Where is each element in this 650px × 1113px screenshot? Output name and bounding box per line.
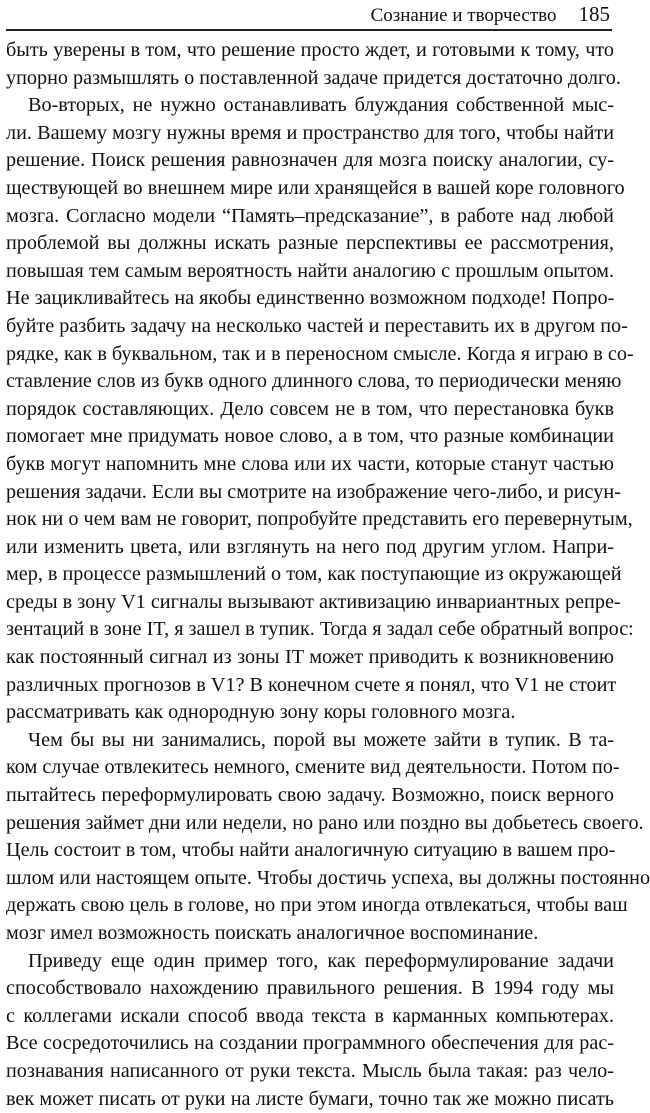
text-line: рядке, как в буквальном, так и в переносном смысле. Когда я играю в со- bbox=[6, 342, 634, 365]
text-line: различных прогнозов в V1? В конечном счете я понял, что V1 не стоит bbox=[6, 673, 617, 696]
section-title: Сознание и творчество bbox=[370, 5, 557, 26]
text-line: упорно размышлять о поставленной задаче придется достаточно долго. bbox=[6, 66, 621, 89]
body-text bbox=[6, 37, 650, 1113]
text-line: шлом или настоящем опыте. Чтобы достичь успеха, вы должны постоянно bbox=[6, 866, 650, 889]
text-line: букв могут напомнить мне слова или их части, которые станут частью bbox=[6, 452, 614, 475]
text-line: познавания написанного от руки текста. Мысль была такая: раз чело- bbox=[6, 1059, 614, 1082]
text-line: буйте разбить задачу на несколько частей и переставить их в другом по- bbox=[6, 314, 628, 337]
text-line: век может писать от руки на листе бумаги, точно так же можно писать bbox=[6, 1087, 614, 1110]
text-line: быть уверены в том, что решение просто ждет, и готовыми к тому, что bbox=[6, 39, 614, 61]
text-line: порядок составляющих. Дело совсем не в том, что перестановка букв bbox=[6, 397, 614, 420]
text-line: или изменить цвета, или взглянуть на него под другим углом. Напри- bbox=[6, 535, 614, 558]
running-head bbox=[371, 2, 610, 27]
text-line: повышая тем самым вероятность найти аналогию с прошлым опытом. bbox=[6, 259, 614, 282]
text-line: Не зацикливайтесь на якобы единственно возможном подходе! Попро- bbox=[6, 287, 615, 310]
text-line: способствовало нахождению правильного решения. В 1994 году мы bbox=[6, 977, 614, 1000]
header-rule bbox=[6, 29, 612, 31]
text-line: помогает мне придумать новое слово, а в том, что разные комбинации bbox=[6, 425, 614, 448]
text-line: Цель состоит в том, чтобы найти аналогичную ситуацию в вашем про- bbox=[6, 839, 616, 862]
text-line: Во-вторых, не нужно останавливать блуждания собственной мыс- bbox=[28, 94, 614, 117]
text-line: с коллегами искали способ ввода текста в карманных компьютерах. bbox=[6, 1004, 614, 1027]
text-line: Приведу еще один пример того, как переформулирование задачи bbox=[28, 949, 614, 972]
page-number: 185 bbox=[578, 2, 610, 26]
text-line: пытайтесь переформулировать свою задачу. Возможно, поиск верного bbox=[6, 784, 614, 807]
text-line: Чем бы вы ни занимались, порой вы можете зайти в тупик. В та- bbox=[28, 728, 614, 751]
text-line: рассматривать как однородную зону коры головного мозга. bbox=[6, 701, 516, 724]
text-line: ставление слов из букв одного длинного слова, то периодически меняю bbox=[6, 370, 622, 393]
text-line: зентаций в зоне IT, я зашел в тупик. Тогда я задал себе обратный вопрос: bbox=[6, 618, 634, 641]
text-line: среды в зону V1 сигналы вызывают активизацию инвариантных репре- bbox=[6, 590, 621, 613]
text-line: мер, в процессе размышлений о том, как поступающие из окружающей bbox=[6, 563, 622, 586]
text-line: Все сосредоточились на создании программного обеспечения для рас- bbox=[6, 1032, 614, 1055]
text-line: держать свою цель в голове, но при этом иногда отвлекаться, чтобы ваш bbox=[6, 894, 628, 917]
text-line: проблемой вы должны искать разные перспективы ее рассмотрения, bbox=[6, 232, 614, 255]
text-line: мозга. Согласно модели “Память–предсказание”, в работе над любой bbox=[6, 204, 614, 227]
text-line: ли. Вашему мозгу нужны время и пространство для того, чтобы найти bbox=[6, 121, 614, 144]
text-line: мозг имел возможность поискать аналогичное воспоминание. bbox=[6, 922, 539, 944]
text-line: ществующей во внешнем мире или хранящейся в вашей коре головного bbox=[6, 176, 625, 199]
text-line: ком случае отвлекитесь немного, смените вид деятельности. Потом по- bbox=[6, 756, 620, 779]
text-line: нок ни о чем вам не говорит, попробуйте представить его перевернутым, bbox=[6, 508, 633, 531]
text-line: как постоянный сигнал из зоны IT может приводить к возникновению bbox=[6, 646, 614, 669]
text-line: решения займет дни или недели, но рано или поздно вы добьетесь своего. bbox=[6, 811, 644, 834]
text-line: решение. Поиск решения равнозначен для мозга поиску аналогии, су- bbox=[6, 149, 614, 172]
text-line: решения задачи. Если вы смотрите на изображение чего-либо, и рисун- bbox=[6, 480, 621, 503]
